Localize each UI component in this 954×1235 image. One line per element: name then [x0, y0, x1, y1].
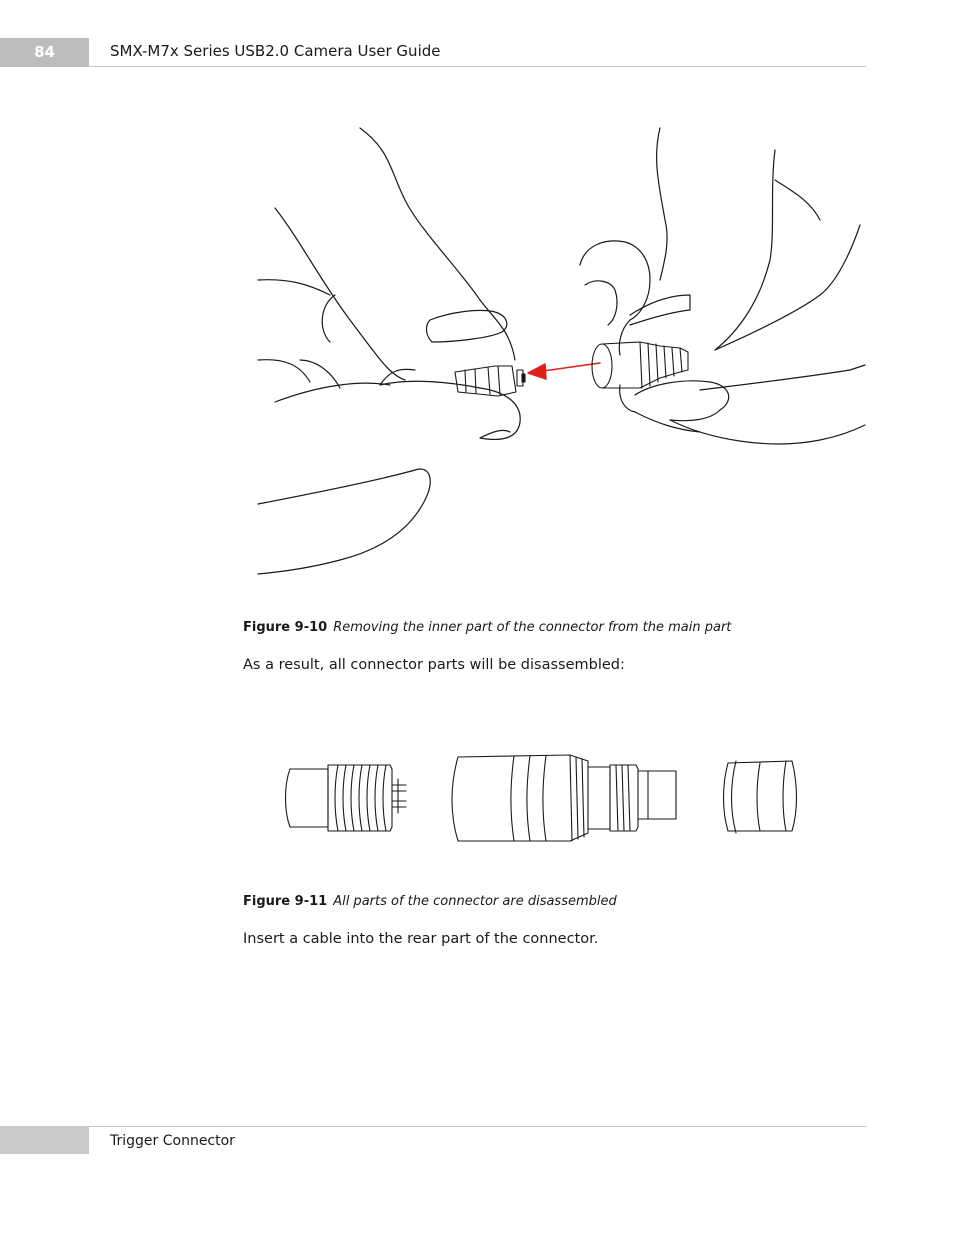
- cap-part-drawing: [724, 761, 797, 833]
- left-hand-drawing: [258, 128, 520, 574]
- figure-caption-2: [243, 893, 617, 911]
- header-rule: [89, 66, 866, 67]
- right-hand-drawing: [580, 128, 865, 444]
- figure-caption-text-1: Removing the inner part of the connector from the main part: [333, 620, 732, 635]
- inner-part-drawing: [286, 765, 407, 831]
- paragraph-1: As a result, all connector parts will be disassembled:: [243, 657, 625, 673]
- main-connector-part: [592, 342, 688, 388]
- main-part-drawing: [452, 755, 676, 841]
- inner-connector-part: [455, 366, 525, 396]
- connector-removal-illustration: [240, 120, 870, 590]
- header-title: SMX-M7x Series USB2.0 Camera User Guide: [110, 42, 441, 60]
- figure-caption-1: [243, 619, 731, 637]
- figure-label-2: Figure 9-11: [243, 894, 328, 909]
- page-number: 84: [34, 43, 55, 61]
- paragraph-2: Insert a cable into the rear part of the connector.: [243, 931, 599, 947]
- footer-rule: [89, 1126, 866, 1127]
- figure-label-1: Figure 9-10: [243, 620, 328, 635]
- figure-caption-text-2: All parts of the connector are disassembled: [333, 894, 617, 909]
- removal-arrow: [528, 363, 600, 379]
- footer-tab: [0, 1126, 89, 1154]
- footer-section-title: Trigger Connector: [110, 1133, 235, 1149]
- disassembled-connector-illustration: [270, 745, 810, 855]
